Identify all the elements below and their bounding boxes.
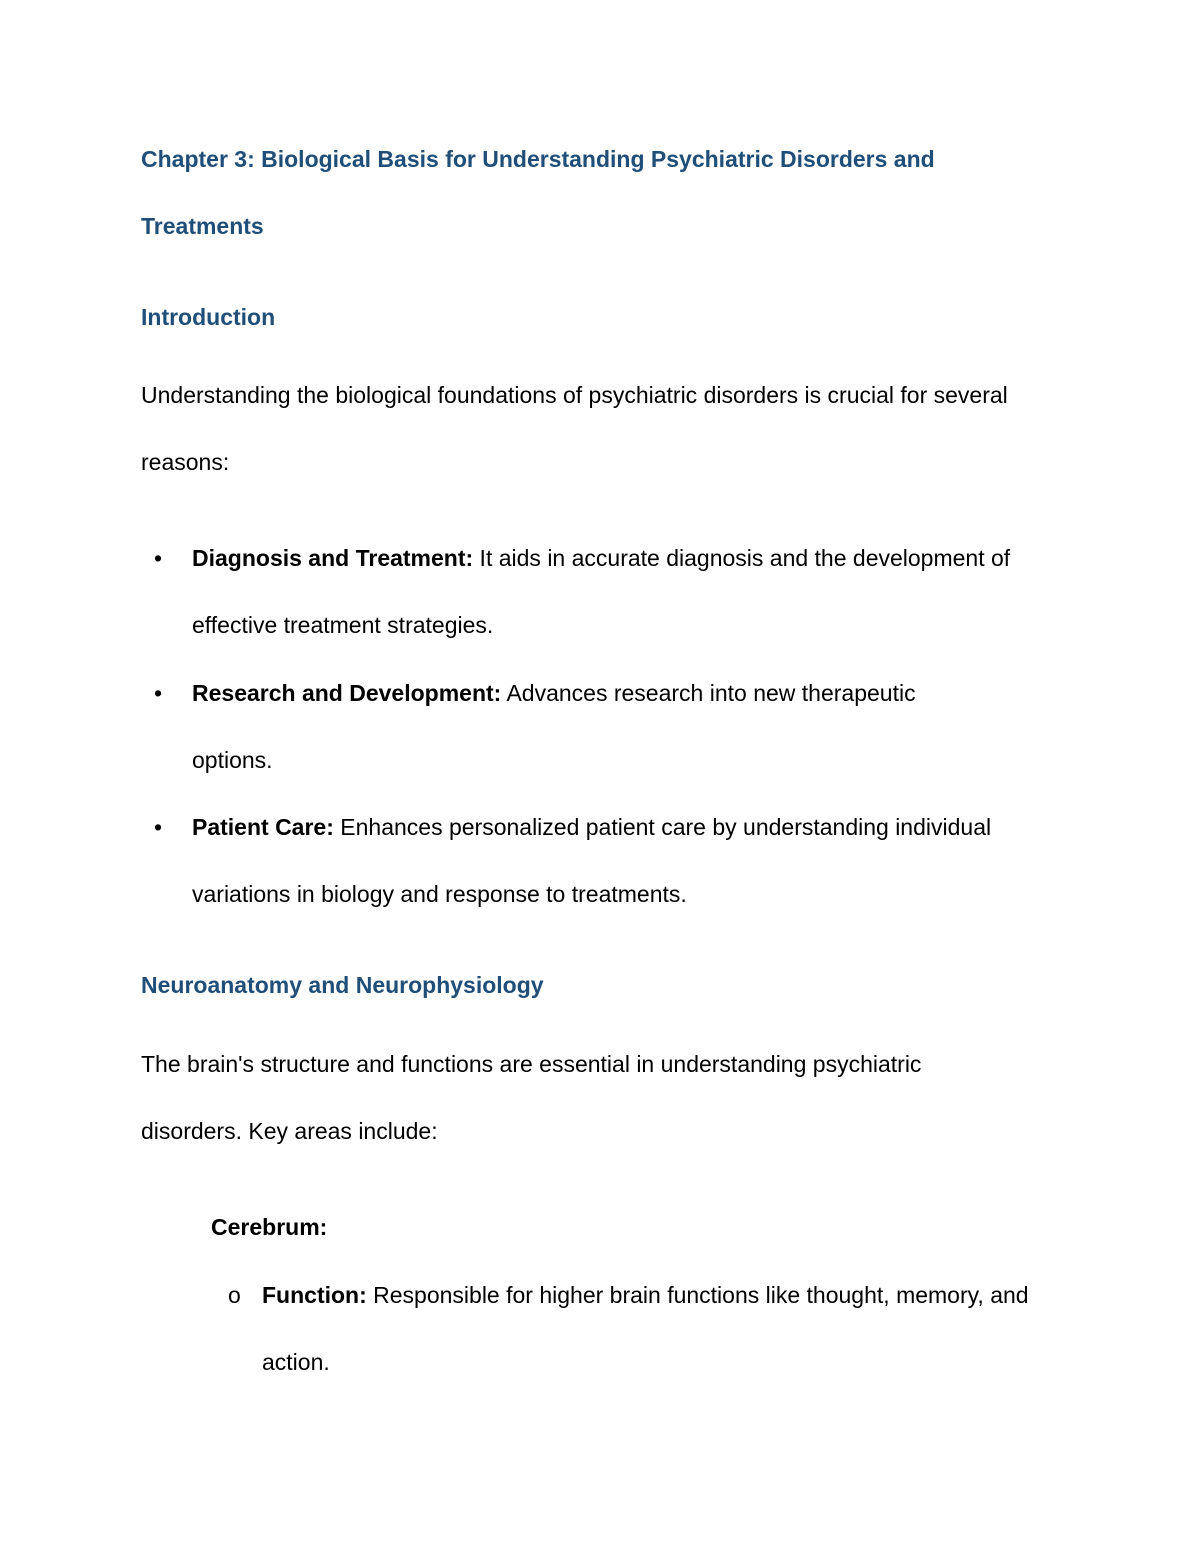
list-item-text — [192, 525, 1062, 659]
list-item-description: It aids in accurate diagnosis and the development of effective treatment strategies. — [192, 545, 1011, 638]
intro-paragraph: Understanding the biological foundations of psychiatric disorders is crucial for several reasons: — [141, 382, 1008, 475]
list-item-description: Advances research into new therapeutic options. — [192, 680, 916, 773]
bullet-marker: • — [154, 814, 163, 840]
list-item-term: Patient Care: — [192, 814, 334, 840]
list-item-description: Responsible for higher brain functions like thought, memory, and action. — [262, 1282, 1029, 1375]
list-item-term: Research and Development: — [192, 680, 502, 706]
list-item-term: Diagnosis and Treatment: — [192, 545, 474, 571]
list-item-term: Function: — [262, 1282, 367, 1308]
bullet-marker: • — [154, 680, 163, 706]
neuro-paragraph: The brain's structure and functions are essential in understanding psychiatric disorders. Key areas include: — [141, 1051, 922, 1144]
bullet-marker: • — [154, 545, 163, 571]
section-heading-neuroanatomy: Neuroanatomy and Neurophysiology — [141, 972, 544, 998]
chapter-title: Chapter 3: Biological Basis for Understanding Psychiatric Disorders and Treatments — [141, 146, 935, 239]
list-item-description: Enhances personalized patient care by understanding individual variations in biology and response to treatments. — [192, 814, 992, 907]
subsection-heading-cerebrum: Cerebrum: — [211, 1214, 328, 1240]
section-heading-introduction: Introduction — [141, 304, 276, 330]
bullet-marker: o — [228, 1282, 241, 1308]
list-item-text — [262, 1262, 1072, 1396]
list-item-text — [192, 794, 1077, 928]
list-item-text — [192, 660, 992, 794]
